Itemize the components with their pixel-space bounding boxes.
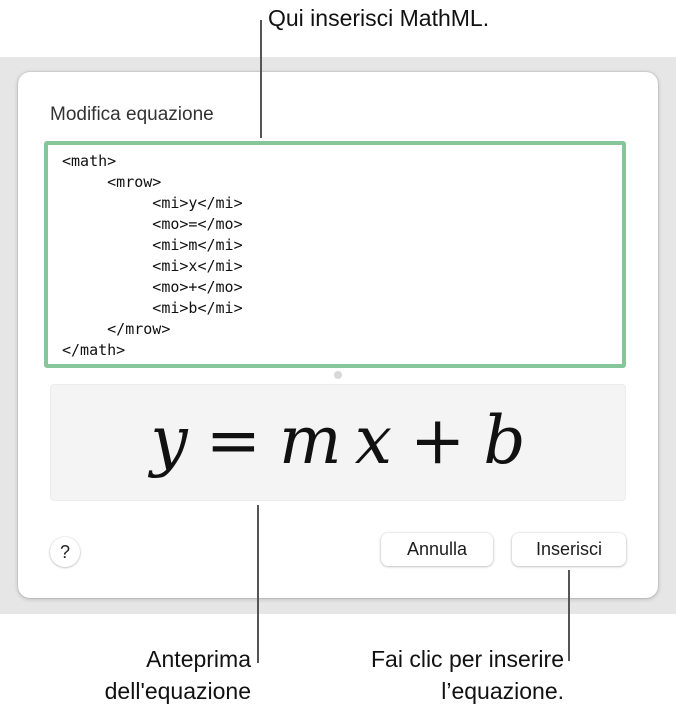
callout-editor-text: Qui inserisci MathML.	[268, 5, 490, 31]
eq-x: x	[354, 402, 393, 479]
equation-preview	[50, 384, 626, 501]
eq-y: y	[150, 402, 188, 479]
code-line: <mi>b</mi>	[62, 299, 243, 317]
code-line: <mo>+</mo>	[62, 278, 243, 296]
resize-handle[interactable]	[334, 371, 342, 379]
code-line: <mi>m</mi>	[62, 236, 243, 254]
code-line: <mrow>	[62, 173, 162, 191]
insert-button[interactable]: Inserisci	[512, 533, 626, 566]
dialog-title: Modifica equazione	[50, 104, 214, 125]
code-line: </mrow>	[62, 320, 171, 338]
code-line: <math>	[62, 152, 117, 170]
cancel-button[interactable]: Annulla	[381, 533, 493, 566]
eq-equals: =	[205, 402, 262, 479]
code-line: <mo>=</mo>	[62, 215, 243, 233]
callout-preview-line1: Anteprima	[146, 646, 251, 672]
code-line: <mi>x</mi>	[62, 257, 243, 275]
code-line: <mi>y</mi>	[62, 194, 243, 212]
equation-render	[51, 391, 625, 491]
mathml-editor[interactable]	[44, 141, 626, 368]
callout-insert-line2: l’equazione.	[441, 678, 564, 704]
callout-preview-line2: dell'equazione	[104, 678, 251, 704]
callout-line-editor	[260, 20, 262, 138]
help-button[interactable]: ?	[50, 537, 80, 567]
callout-line-preview	[257, 505, 259, 663]
eq-plus: +	[410, 402, 466, 479]
code-line: </math>	[62, 341, 126, 359]
eq-m: m	[279, 402, 342, 479]
callout-insert-line1: Fai clic per inserire	[371, 646, 564, 672]
callout-line-insert	[568, 570, 570, 661]
eq-b: b	[483, 402, 526, 479]
